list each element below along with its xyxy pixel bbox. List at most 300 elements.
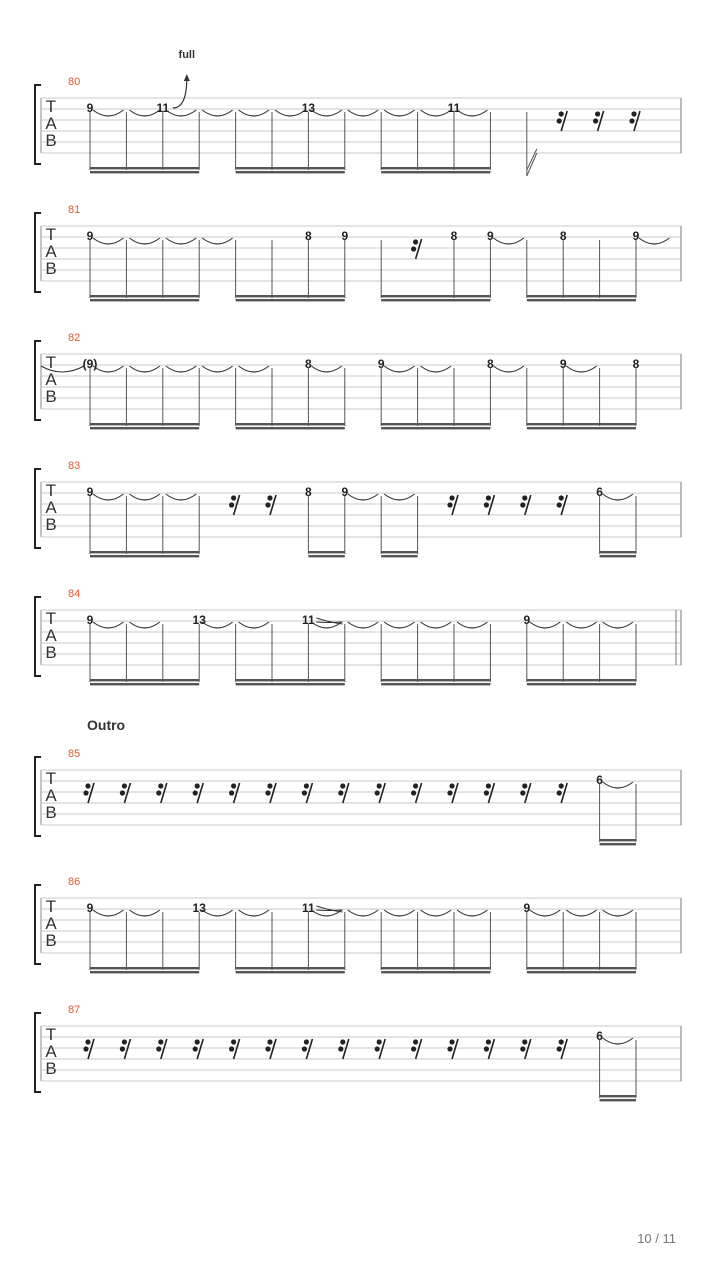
rest-dot [447,1046,452,1051]
tie-arc [93,910,123,916]
sixteenth-rest [338,783,349,803]
tie-arc [603,622,633,628]
bend-arrow [173,78,187,108]
sixteenth-rest [265,1039,276,1059]
tie-arc [129,494,159,500]
sixteenth-rest [520,783,531,803]
tab-clef-letter: A [45,1042,57,1061]
sixteenth-rest [83,1039,94,1059]
tie-arc [311,366,341,372]
rest-dot [304,1039,309,1044]
beam [527,423,636,425]
rest-dot [557,502,562,507]
tie-arc [603,782,633,788]
beam [381,555,417,557]
tie-arc [93,494,123,500]
tie-arc [239,110,269,116]
rest-dot [559,783,564,788]
rest-dot [122,1039,127,1044]
rest-dot [449,1039,454,1044]
tie-arc [384,366,414,372]
rest-dot [229,502,234,507]
fret-number: 9 [86,613,94,627]
fret-number: 9 [341,485,349,499]
beam [381,295,490,297]
rest-dot [193,1046,198,1051]
beam [600,843,636,845]
tie-arc [202,238,232,244]
sixteenth-rest [302,1039,313,1059]
rest-dot [83,1046,88,1051]
tab-clef-letter: A [45,498,57,517]
staff-bracket [35,885,41,964]
tab-clef-letter: T [45,225,57,244]
beam [236,967,345,969]
beam [600,551,636,553]
beam [381,551,417,553]
beam [527,299,636,301]
sixteenth-rest [229,1039,240,1059]
fret-number: 8 [450,229,458,243]
staff-bracket [35,597,41,676]
beam [527,683,636,685]
staff-bracket [35,1013,41,1092]
staff-system [35,717,681,845]
tab-clef-letter: B [45,1059,57,1078]
staff-bracket [35,757,41,836]
rest-dot [522,783,527,788]
tie-arc [129,910,159,916]
tab-clef-letter: B [45,259,57,278]
bend-arrowhead [184,74,190,81]
fret-number: 8 [305,229,312,243]
sixteenth-rest [411,1039,422,1059]
tie-arc [348,622,378,628]
measure-number: 80 [68,76,81,88]
tab-clef-letter: B [45,803,57,822]
rest-dot [629,118,634,123]
beam [90,423,199,425]
tab-clef-letter: A [45,242,57,261]
fret-number: 6 [596,1029,603,1043]
fret-number: 11 [447,101,461,115]
tab-clef-letter: T [45,97,57,116]
rest-dot [267,1039,272,1044]
beam [381,679,490,681]
rest-dot [486,495,491,500]
rest-dot [377,783,382,788]
sixteenth-rest [375,1039,386,1059]
tie-arc [348,110,378,116]
fret-number: 9 [377,357,385,371]
tie-arc [129,110,159,116]
beam [308,551,344,553]
fret-number: 13 [301,101,316,115]
staff-system [35,460,681,557]
staff-system [35,332,681,429]
tie-arc [93,238,123,244]
sixteenth-rest [447,495,458,515]
sixteenth-rest [484,783,495,803]
rest-dot [559,495,564,500]
fret-number: 8 [305,357,312,371]
tab-clef-letter: B [45,643,57,662]
tie-arc [239,910,269,916]
tab-clef-letter: A [45,626,57,645]
tab-clef-letter: T [45,609,57,628]
fret-number: 13 [192,901,206,915]
tie-arc [348,494,378,500]
tie-arc [202,366,232,372]
staff-bracket [35,85,41,164]
tie-arc [384,494,414,500]
tie-arc [202,110,232,116]
tie-arc [93,110,123,116]
rest-dot [486,1039,491,1044]
tie-arc [457,622,487,628]
beam [381,299,490,301]
sixteenth-rest [193,1039,204,1059]
tie-arc [421,110,451,116]
beam [236,427,345,429]
measure-number: 83 [68,460,81,472]
sixteenth-rest [557,1039,568,1059]
rest-dot [265,790,270,795]
staff-bracket [35,469,41,548]
rest-dot [302,1046,307,1051]
tie-arc [384,910,414,916]
tie-arc [603,1038,633,1044]
beam [90,551,199,553]
rest-dot [229,1046,234,1051]
rest-dot [375,790,380,795]
measure-number: 82 [68,332,81,344]
beam [236,299,345,301]
beam [600,555,636,557]
tie-arc [384,622,414,628]
fret-number: 6 [596,485,603,499]
tie-arc [166,238,196,244]
tie-arc [348,910,378,916]
tie-arc [93,366,123,372]
beam [236,167,345,169]
beam [90,299,199,301]
beam [527,295,636,297]
sixteenth-rest [265,783,276,803]
beam [236,295,345,297]
page-number: 10 / 11 [637,1231,676,1246]
tie-arc [166,494,196,500]
rest-dot [413,239,418,244]
rest-dot [265,502,270,507]
rest-dot [484,1046,489,1051]
rest-dot [559,111,564,116]
sixteenth-rest [120,783,131,803]
staff-system [35,1004,681,1101]
sixteenth-rest [629,111,640,131]
beam [90,679,199,681]
staff-bracket [35,213,41,292]
tie-arc [566,910,596,916]
tab-clef-letter: T [45,481,57,500]
tie-arc [384,110,414,116]
beam [527,967,636,969]
rest-dot [195,1039,200,1044]
beam [236,971,345,973]
fret-number: 9 [523,901,531,915]
tie-arc [639,238,669,244]
slide-line [316,910,342,911]
rest-dot [120,790,125,795]
sixteenth-rest [156,783,167,803]
rest-dot [85,1039,90,1044]
fret-number: 9 [487,229,494,243]
tab-clef-letter: B [45,387,57,406]
fret-number: 11 [156,101,170,115]
rest-dot [158,1039,163,1044]
beam [236,171,345,173]
tie-arc [457,910,487,916]
sixteenth-rest [557,495,568,515]
tie-arc [166,366,196,372]
beam [381,171,490,173]
tab-clef-letter: T [45,769,57,788]
beam [381,423,490,425]
fret-number: 9 [86,101,94,115]
rest-dot [520,502,525,507]
fret-number: 13 [192,613,206,627]
beam [90,295,199,297]
rest-dot [158,783,163,788]
measure-number: 81 [68,204,81,216]
fret-number: 6 [596,773,603,787]
rest-dot [265,1046,270,1051]
rest-dot [231,495,236,500]
rest-dot [375,1046,380,1051]
tab-clef-letter: T [45,1025,57,1044]
sixteenth-rest [193,783,204,803]
tie-arc [202,910,232,916]
beam [381,427,490,429]
fret-number: (9) [82,357,98,371]
beam [90,167,199,169]
rest-dot [231,1039,236,1044]
measure-number: 87 [68,1004,81,1016]
tie-arc [166,110,196,116]
rest-dot [631,111,636,116]
staff-system [35,204,681,301]
tie-arc [457,110,487,116]
rest-dot [195,783,200,788]
fret-number: 9 [86,485,94,499]
tie-arc [530,622,560,628]
rest-dot [338,1046,343,1051]
beam [90,683,199,685]
fret-number: 9 [632,229,640,243]
tie-arc [421,910,451,916]
beam [90,971,199,973]
rest-dot [156,790,161,795]
rest-dot [411,790,416,795]
sixteenth-rest [156,1039,167,1059]
rest-dot [340,783,345,788]
sixteenth-rest [120,1039,131,1059]
fret-number: 8 [559,229,567,243]
beam [600,1095,636,1097]
rest-dot [522,1039,527,1044]
tie-arc [311,110,341,116]
rest-dot [338,790,343,795]
beam [600,839,636,841]
sixteenth-rest [229,495,240,515]
tie-arc [493,238,523,244]
tie-arc [129,366,159,372]
beam [308,555,344,557]
beam [381,971,490,973]
tab-clef-letter: T [45,353,57,372]
rest-dot [520,1046,525,1051]
tab-clef-letter: A [45,914,57,933]
tab-clef-letter: T [45,897,57,916]
tie-arc [202,622,232,628]
sixteenth-rest [411,239,422,259]
rest-dot [229,790,234,795]
beam [90,427,199,429]
measure-number: 84 [68,588,81,600]
sixteenth-rest [338,1039,349,1059]
tie-arc [239,622,269,628]
rest-dot [377,1039,382,1044]
sixteenth-rest [447,1039,458,1059]
rest-dot [593,118,598,123]
rest-dot [340,1039,345,1044]
beam [236,683,345,685]
fret-number: 11 [302,901,315,915]
sixteenth-rest [593,111,604,131]
rest-dot [520,790,525,795]
beam [90,967,199,969]
beam [527,971,636,973]
sixteenth-rest [229,783,240,803]
rest-dot [484,502,489,507]
rest-dot [449,495,454,500]
beam [381,967,490,969]
rest-dot [559,1039,564,1044]
sixteenth-rest [411,783,422,803]
rest-dot [411,246,416,251]
rest-dot [557,118,562,123]
tie-arc [493,366,523,372]
staff-system [35,588,681,685]
slide-line [316,622,342,623]
beam [600,1099,636,1101]
tab-clef-letter: A [45,786,57,805]
rest-dot [486,783,491,788]
rest-dot [193,790,198,795]
sixteenth-rest [520,495,531,515]
fret-number: 8 [632,357,640,371]
tie-arc [239,366,269,372]
beam [236,679,345,681]
tab-clef-letter: A [45,370,57,389]
section-label: Outro [87,717,126,733]
tie-arc [530,910,560,916]
sixteenth-rest [302,783,313,803]
staff-system [35,49,681,176]
sixteenth-rest [557,111,568,131]
rest-dot [413,1039,418,1044]
sixteenth-rest [83,783,94,803]
fret-number: 11 [302,613,315,627]
tab-clef-letter: B [45,131,57,150]
fret-number: 9 [559,357,567,371]
fret-number: 9 [86,901,94,915]
rest-dot [557,790,562,795]
sixteenth-rest [484,1039,495,1059]
fret-number: 9 [523,613,531,627]
tie-arc [603,494,633,500]
tie-arc [421,622,451,628]
tie-arc [93,622,123,628]
rest-dot [447,790,452,795]
beam [381,167,490,169]
tie-arc [566,366,596,372]
sixteenth-rest [447,783,458,803]
beam [527,679,636,681]
sixteenth-rest [265,495,276,515]
staff-system [35,876,681,973]
rest-dot [522,495,527,500]
sixteenth-rest [375,783,386,803]
note-flag [527,153,537,176]
rest-dot [85,783,90,788]
tie-arc [129,622,159,628]
sixteenth-rest [520,1039,531,1059]
rest-dot [595,111,600,116]
rest-dot [413,783,418,788]
staff-bracket [35,341,41,420]
tie-arc [421,366,451,372]
fret-number: 8 [487,357,494,371]
rest-dot [447,502,452,507]
beam [381,683,490,685]
beam [236,423,345,425]
beam [90,555,199,557]
rest-dot [302,790,307,795]
tab-clef-letter: A [45,114,57,133]
rest-dot [449,783,454,788]
rest-dot [267,495,272,500]
beam [527,427,636,429]
tab-clef-letter: B [45,931,57,950]
rest-dot [411,1046,416,1051]
rest-dot [122,783,127,788]
beam [90,171,199,173]
tie-arc [129,238,159,244]
measure-number: 86 [68,876,81,888]
tie-arc [566,622,596,628]
rest-dot [267,783,272,788]
tab-clef-letter: B [45,515,57,534]
rest-dot [557,1046,562,1051]
bend-label: full [178,49,196,61]
rest-dot [120,1046,125,1051]
fret-number: 9 [86,229,94,243]
rest-dot [304,783,309,788]
rest-dot [156,1046,161,1051]
sixteenth-rest [484,495,495,515]
measure-number: 85 [68,748,81,760]
